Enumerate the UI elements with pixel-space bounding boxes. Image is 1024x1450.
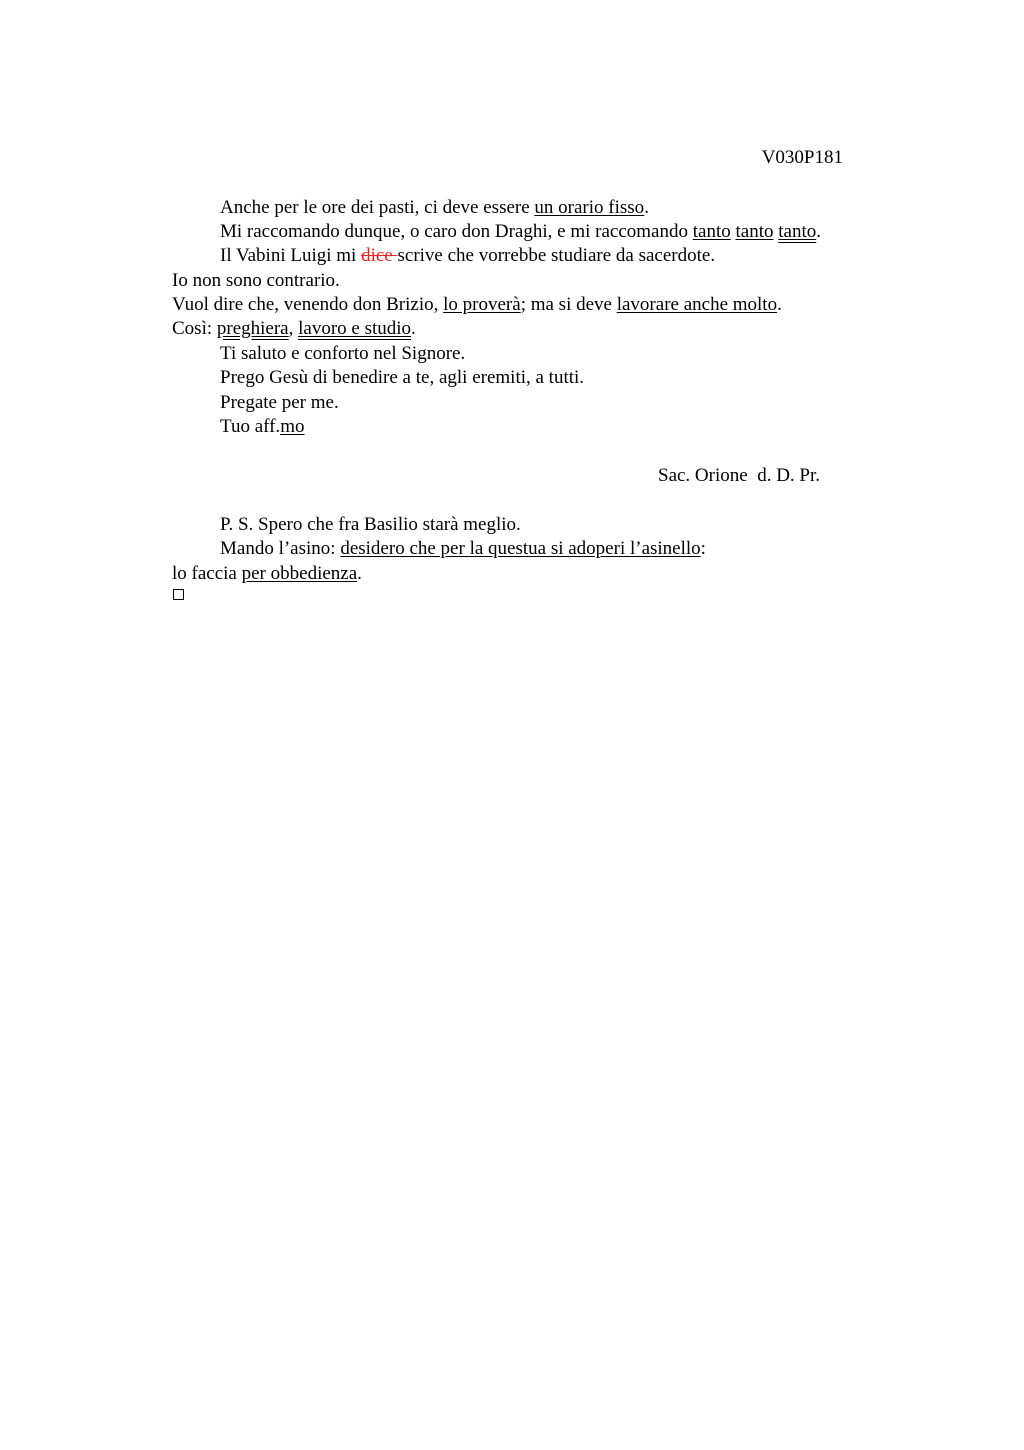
text: . <box>777 294 782 315</box>
text: Anche per le ore dei pasti, ci deve essere <box>220 197 535 218</box>
text: Mi raccomando dunque, o caro don Draghi, e mi raccomando <box>220 221 693 242</box>
underlined-text: tanto <box>692 221 731 242</box>
text: lo faccia <box>172 563 242 584</box>
text-line-6 <box>172 318 416 340</box>
text-line-3 <box>220 245 715 267</box>
text: Vuol dire che, venendo don Brizio, <box>172 294 444 315</box>
text: . <box>816 221 821 242</box>
double-underlined-text: tanto <box>778 221 817 242</box>
text: scrive che vorrebbe studiare da sacerdote. <box>397 245 716 266</box>
text: , <box>288 318 299 339</box>
text: Prego Gesù di benedire a te, agli eremiti, a tutti. <box>220 367 585 388</box>
text: . <box>644 197 649 218</box>
text: Così: <box>172 318 217 339</box>
text-line-10 <box>220 416 304 438</box>
signature: Sac. Orione d. D. Pr. <box>658 465 821 486</box>
text-line-4 <box>172 270 340 292</box>
deleted-text: dice <box>361 245 398 266</box>
end-of-document-square-icon <box>173 589 184 600</box>
underlined-text: mo <box>280 416 305 437</box>
text: Tuo aff. <box>220 416 281 437</box>
postscript-line-1 <box>220 514 521 536</box>
text: Pregate per me. <box>220 392 339 413</box>
text: Il Vabini Luigi mi <box>220 245 362 266</box>
text: Io non sono contrario. <box>172 270 340 291</box>
text-line-2 <box>220 221 821 243</box>
underlined-text: un orario fisso <box>534 197 645 218</box>
text-line-9 <box>220 392 339 414</box>
text: Mando l’asino: <box>220 538 341 559</box>
text-line-7 <box>220 343 465 365</box>
text-line-1 <box>220 197 649 219</box>
text: . <box>411 318 416 339</box>
text: . <box>357 563 362 584</box>
double-underlined-text: lavoro e studio <box>298 318 412 339</box>
underlined-text: lavorare anche molto <box>616 294 778 315</box>
text-line-8 <box>220 367 584 389</box>
postscript-line-3 <box>172 563 362 585</box>
text: ; ma si deve <box>520 294 617 315</box>
underlined-text: tanto <box>735 221 774 242</box>
double-underlined-text: preghiera <box>216 318 289 339</box>
text: P. S. Spero che fra Basilio starà meglio. <box>220 514 521 535</box>
postscript-line-2 <box>220 538 706 560</box>
text: : <box>700 538 706 559</box>
underlined-text: desidero che per la questua si adoperi l’asinello <box>340 538 701 559</box>
text-line-5 <box>172 294 782 316</box>
text: Ti saluto e conforto nel Signore. <box>220 343 466 364</box>
underlined-text: lo proverà <box>443 294 521 315</box>
underlined-text: per obbedienza <box>241 563 358 584</box>
document-reference: V030P181 <box>761 147 843 168</box>
